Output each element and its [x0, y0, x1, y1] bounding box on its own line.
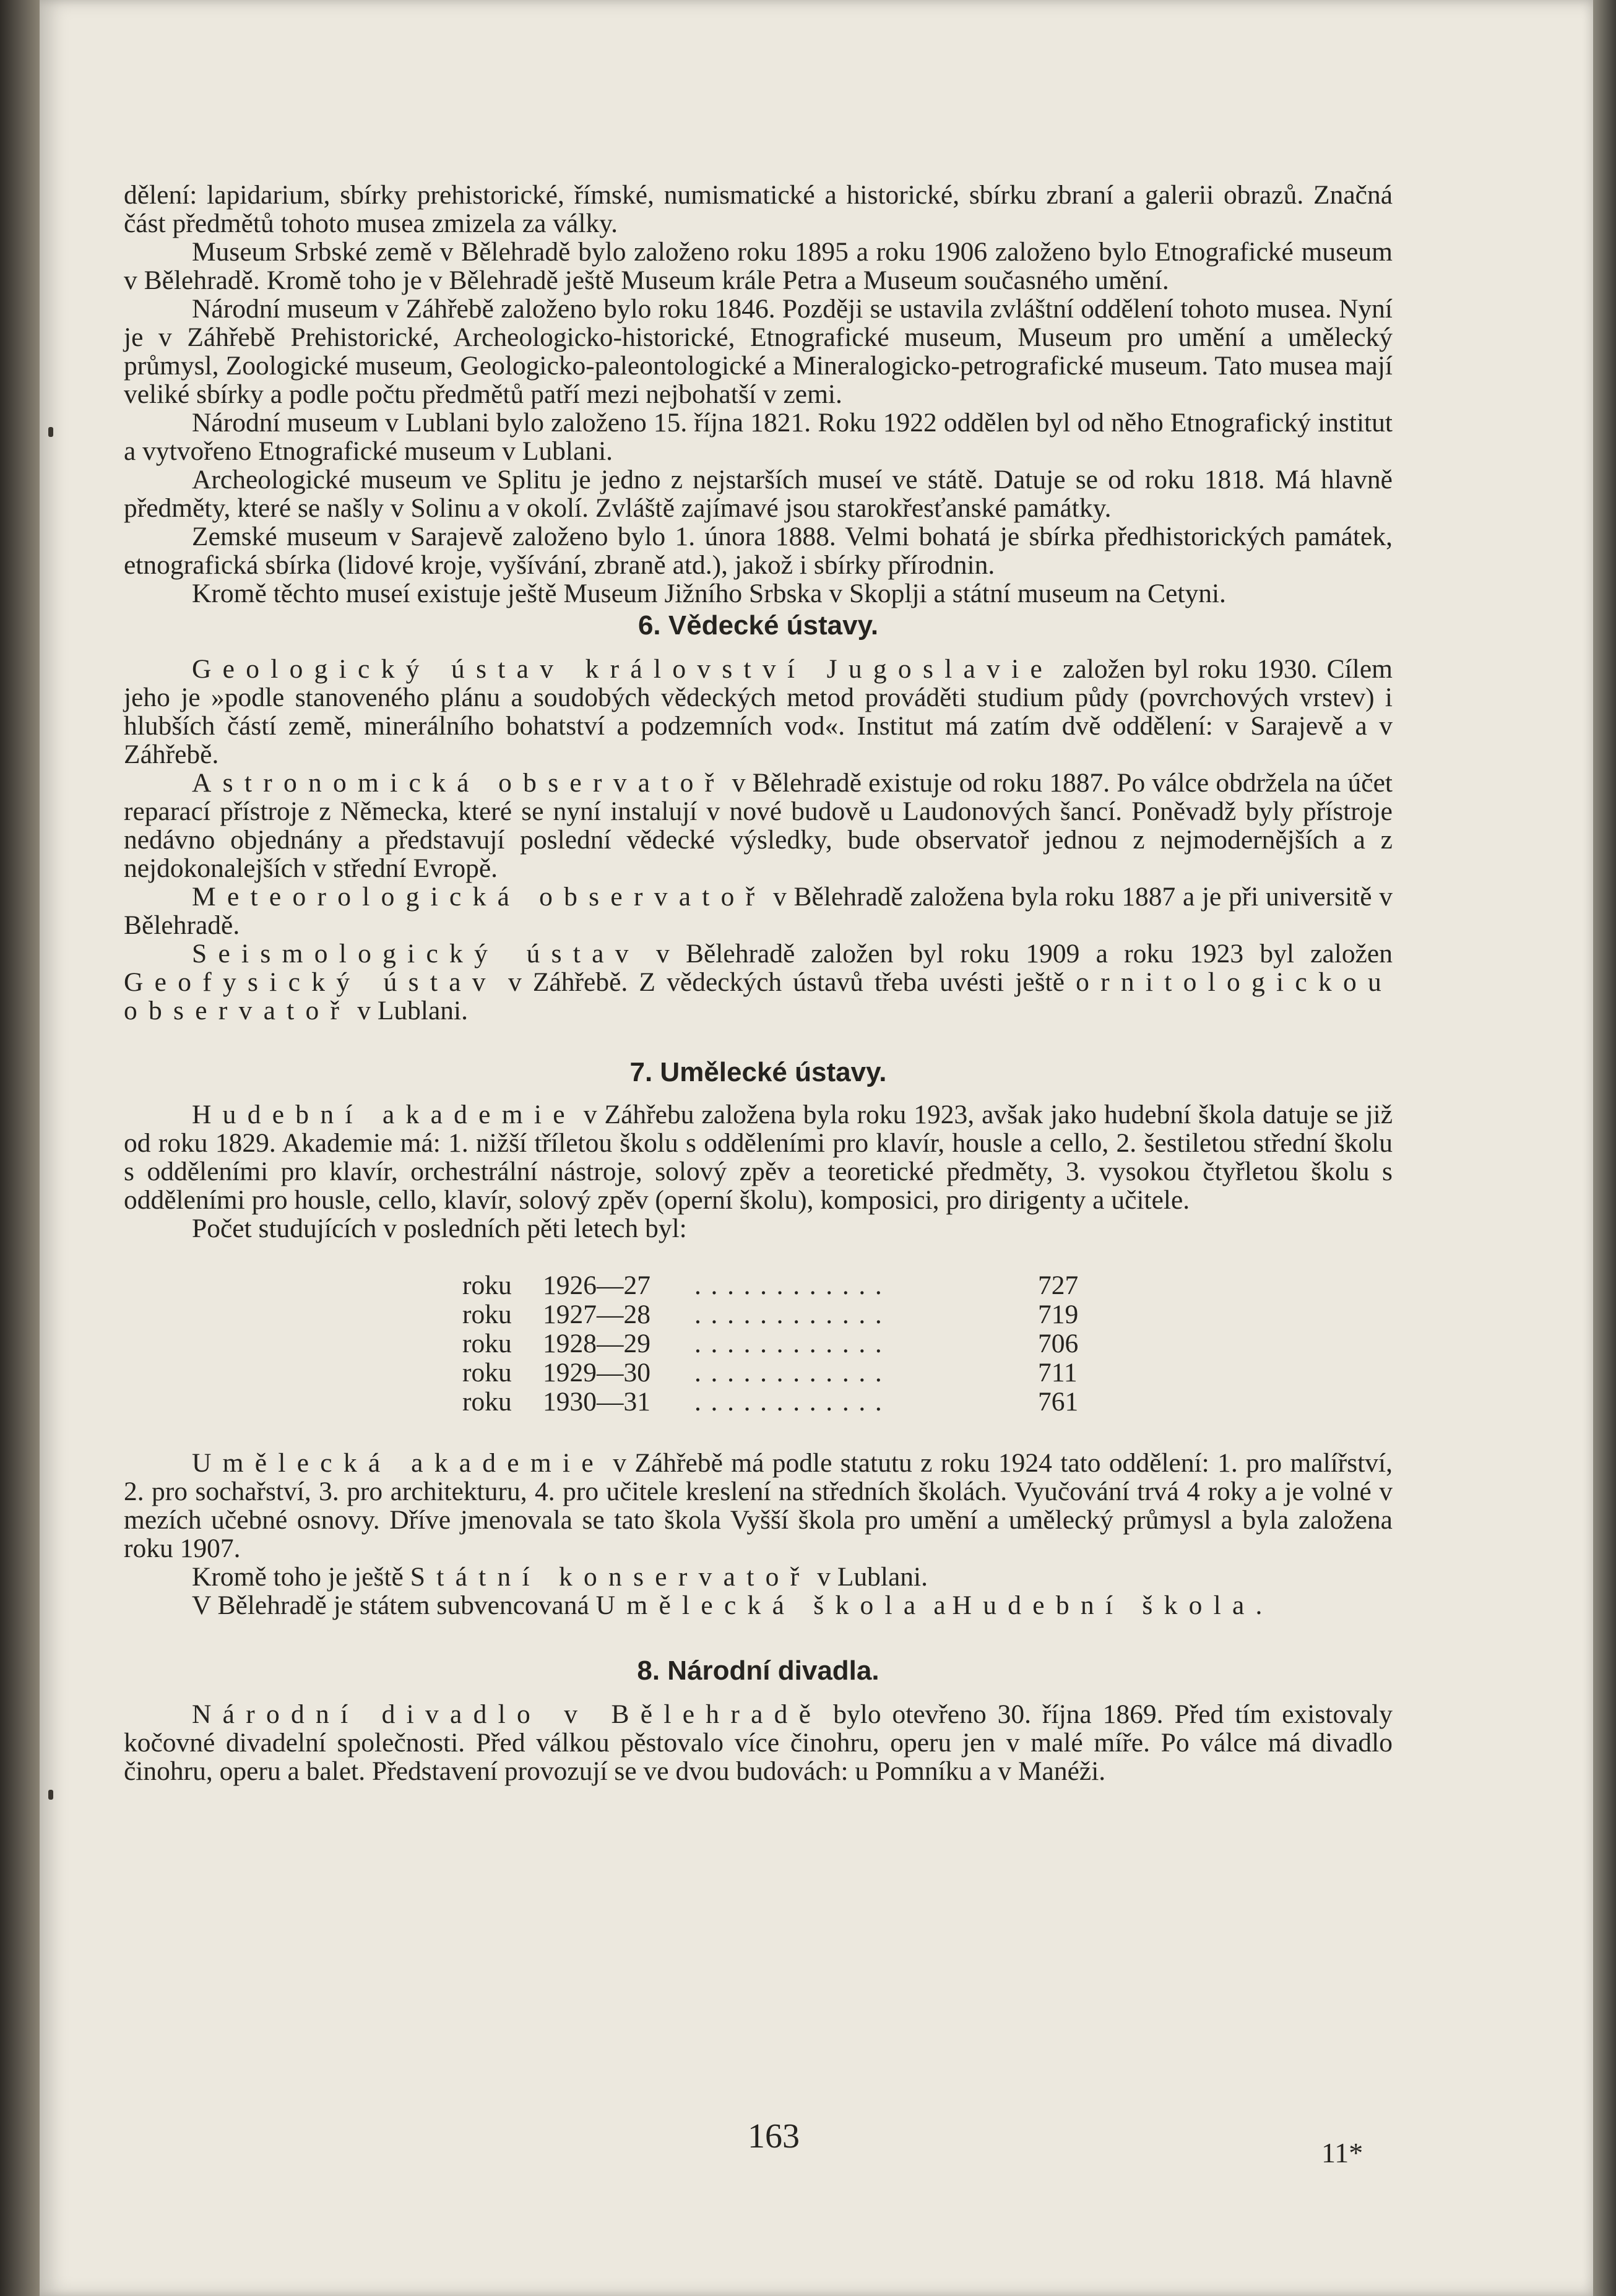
paragraph	[124, 1700, 1393, 1785]
stat-leader-dots: ............	[694, 1329, 892, 1358]
spaced-term: Umělecká akademie	[192, 1448, 605, 1478]
page-body	[124, 181, 1393, 1785]
paragraph	[124, 522, 1393, 579]
stat-row	[462, 1329, 1393, 1358]
text-run: v Bělehradě existuje od roku 1887. Po válce obdržela na účet reparací přístroje z Německa, které se nyní instalují v nové budově u Laudonových šancí. Poněvadž byly přístroje nedávno objednány a představují poslední vědecké výsledky, bude observatoř jednou z nejmodernějších a z nejdokonalejších v střední Evropě.	[124, 768, 1393, 883]
book-spine-shadow	[0, 0, 40, 2296]
spaced-term: Státní konservatoř	[410, 1562, 811, 1592]
stat-leader-dots: ............	[694, 1387, 892, 1417]
art-institutes-paragraphs-continued	[124, 1449, 1393, 1620]
spaced-term: Geologický ústav království Jugoslavie	[192, 654, 1054, 684]
text-run: dělení: lapidarium, sbírky prehistorické, římské, numismatické a historické, sbírku zbraní a galerii obrazů. Značná část předmětů tohoto musea zmizela za války.	[124, 180, 1393, 238]
paragraph	[124, 1449, 1393, 1563]
stat-row	[462, 1271, 1393, 1300]
spaced-term: Hudební škola	[952, 1590, 1256, 1620]
stat-years: 1929—30	[543, 1358, 650, 1388]
paragraph	[124, 238, 1393, 295]
text-run: a	[927, 1590, 953, 1620]
margin-mark	[48, 427, 53, 437]
paragraph	[124, 1214, 1393, 1243]
text-run: založen byl roku 1930. Cílem jeho je »podle stanoveného plánu a soudobých vědeckých metod prováděti studium půdy (povrchových vrstev) i hlubších částí země, minerálního bohatství a podzemních vod«. Institut má zatím dvě oddělení: v Sarajevě a v Záhřebě.	[124, 654, 1393, 769]
section-heading-art-institutes: 7. Umělecké ústavy.	[629, 1057, 887, 1087]
stat-leader-dots: ............	[694, 1358, 892, 1388]
paragraph	[124, 769, 1393, 883]
spaced-term: Hudební akademie	[192, 1100, 576, 1129]
spaced-term: Meteorologická observatoř	[192, 882, 766, 912]
text-run: Kromě toho je ještě	[192, 1562, 410, 1592]
stat-years: 1930—31	[543, 1387, 650, 1417]
paragraph	[124, 1563, 1393, 1591]
margin-mark	[48, 1790, 53, 1800]
paragraph	[124, 655, 1393, 769]
spaced-term: Astronomická observatoř	[192, 768, 725, 798]
text-run: v Záhřebu založena byla roku 1923, avšak jako hudební škola datuje se již od roku 1829. Akademie má: 1. nižší tříletou školu s odděleními pro klavír, housle a cello, 2. šestiletou střední školu s odděleními pro klavír, orchestrální nástroje, solový zpěv a teoretické předměty, 3. vysokou čtyřletou školu s odděleními pro housle, cello, klavír, solový zpěv (operní školu), komposici, pro dirigenty a učitele.	[124, 1100, 1393, 1215]
text-run: Národní museum v Lublani bylo založeno 15. října 1821. Roku 1922 oddělen byl od něho Etnografický institut a vytvořeno Etnografické museum v Lublani.	[124, 408, 1393, 466]
national-theatres-paragraphs	[124, 1700, 1393, 1785]
stat-leader-dots: ............	[694, 1271, 892, 1300]
text-run: v Záhřebě. Z vědeckých ústavů třeba uvésti ještě	[496, 967, 1076, 997]
text-run: Zemské museum v Sarajevě založeno bylo 1. února 1888. Velmi bohatá je sbírka předhistorických památek, etnografická sbírka (lidové kroje, vyšívání, zbraně atd.), jakož i sbírky přírodnin.	[124, 522, 1393, 580]
stat-year-prefix: roku	[462, 1358, 512, 1388]
spaced-term: Národní divadlo v Bělehradě	[192, 1699, 823, 1729]
paragraph	[124, 295, 1393, 408]
stat-years: 1928—29	[543, 1329, 650, 1358]
stat-year-prefix: roku	[462, 1387, 512, 1417]
stat-value: 761	[1038, 1387, 1079, 1417]
stat-year-prefix: roku	[462, 1271, 512, 1300]
scientific-institutes-paragraphs	[124, 655, 1393, 1025]
paragraph	[124, 1100, 1393, 1214]
paragraph	[124, 181, 1393, 238]
text-run: v Bělehradě založena byla roku 1887 a je při universitě v Bělehradě.	[124, 882, 1393, 940]
section-heading-scientific-institutes: 6. Vědecké ústavy.	[637, 610, 879, 641]
stat-leader-dots: ............	[694, 1300, 892, 1329]
section-heading-national-theatres: 8. Národní divadla.	[637, 1655, 879, 1686]
text-run: v Záhřebě má podle statutu z roku 1924 tato oddělení: 1. pro malířství, 2. pro sochařství, 3. pro architekturu, 4. pro učitele kreslení na středních školách. Vyučování trvá 4 roky a je volné v mezích učebné osnovy. Dříve jmenovala se tato škola Vyšší škola pro umění a umělecký průmysl a byla založena roku 1907.	[124, 1448, 1393, 1563]
stat-year-prefix: roku	[462, 1300, 512, 1329]
spaced-term: ornitologickou observatoř	[124, 967, 1393, 1025]
art-institutes-paragraphs	[124, 1100, 1393, 1243]
sheet-signature: 11*	[1321, 2137, 1363, 2169]
text-run: v Lublani.	[350, 996, 468, 1025]
paragraph	[124, 579, 1393, 608]
paragraph	[124, 408, 1393, 465]
page-number: 163	[748, 2117, 800, 2156]
student-count-table	[462, 1271, 1393, 1417]
paragraph	[124, 883, 1393, 939]
paragraph	[124, 465, 1393, 522]
paragraph	[124, 1591, 1393, 1620]
text-run: V Bělehradě je státem subvencovaná	[192, 1590, 596, 1620]
stat-value: 727	[1038, 1271, 1079, 1300]
stat-years: 1927—28	[543, 1300, 650, 1329]
text-run: bylo otevřeno 30. října 1869. Před tím existovaly kočovné divadelní společnosti. Před válkou pěstovalo více činohru, operu jen v malé míře. Po válce má divadlo činohru, operu a balet. Představení provozují se ve dvou budovách: u Pomníku a v Manéži.	[124, 1699, 1393, 1786]
stat-value: 706	[1038, 1329, 1079, 1358]
stat-years: 1926—27	[543, 1271, 650, 1300]
text-run: v Lublani.	[810, 1562, 928, 1592]
text-run: Kromě těchto museí existuje ještě Museum Jižního Srbska v Skoplji a státní museum na Cetyni.	[192, 579, 1226, 608]
text-run: .	[1255, 1590, 1263, 1620]
stat-value: 711	[1038, 1358, 1078, 1388]
text-run: Museum Srbské země v Bělehradě bylo založeno roku 1895 a roku 1906 založeno bylo Etnografické museum v Bělehradě. Kromě toho je v Bělehradě ještě Museum krále Petra a Museum současného umění.	[124, 237, 1393, 295]
text-run: Archeologické museum ve Splitu je jedno z nejstarších museí ve státě. Datuje se od roku 1818. Má hlavně předměty, které se našly v Solinu a v okolí. Zvláště zajímavé jsou starokřesťanské památky.	[124, 465, 1393, 523]
stat-value: 719	[1038, 1300, 1079, 1329]
museum-paragraphs	[124, 181, 1393, 608]
spaced-term: Geofysický ústav	[124, 967, 497, 997]
text-run: v Bělehradě založen byl roku 1909 a roku 1923 byl založen	[639, 939, 1393, 969]
stat-row	[462, 1300, 1393, 1329]
spaced-term: Umělecká škola	[595, 1590, 927, 1620]
page-right-edge	[1593, 0, 1616, 2296]
spaced-term: Seismologický ústav	[192, 939, 640, 969]
paragraph	[124, 939, 1393, 1025]
text-run: Národní museum v Záhřebě založeno bylo roku 1846. Později se ustavila zvláštní oddělení tohoto musea. Nyní je v Záhřebě Prehistorické, Archeologicko-historické, Etnografické museum, Museum pro umění a umělecký průmysl, Zoologické museum, Geologicko-paleontologické a Mineralogicko-petrografické museum. Tato musea mají veliké sbírky a podle počtu předmětů patří mezi nejbohatší v zemi.	[124, 294, 1393, 409]
text-run: Počet studujících v posledních pěti letech byl:	[192, 1214, 687, 1243]
stat-year-prefix: roku	[462, 1329, 512, 1358]
stat-row	[462, 1388, 1393, 1417]
stat-row	[462, 1358, 1393, 1388]
